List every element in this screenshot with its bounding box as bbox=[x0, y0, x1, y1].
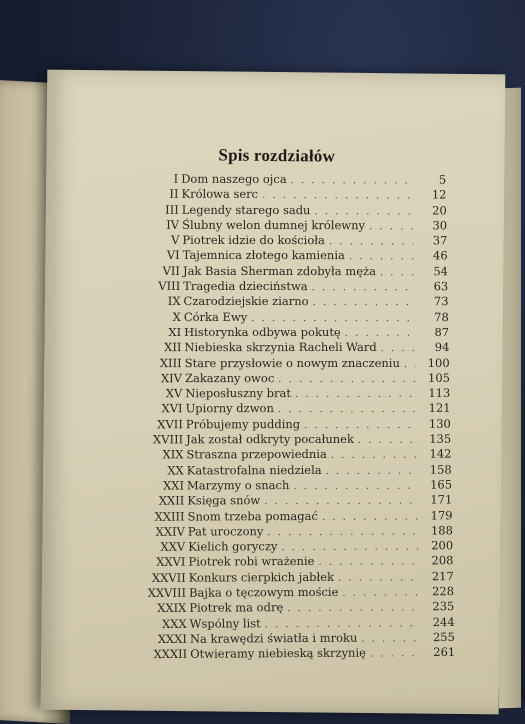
toc-entry bbox=[106, 171, 446, 187]
chapter-title: Historynka odbywa pokutę bbox=[184, 325, 341, 340]
page-number: 20 bbox=[432, 203, 447, 218]
chapter-title: Tragedia dzieciństwa bbox=[183, 279, 308, 294]
page-number: 54 bbox=[433, 264, 448, 279]
chapter-title: Stare przysłowie o nowym znaczeniu bbox=[184, 355, 400, 370]
chapter-number: XIV bbox=[160, 371, 182, 386]
page-number: 188 bbox=[430, 523, 453, 538]
chapter-title: Piotrek idzie do kościoła bbox=[182, 233, 325, 248]
chapter-title: Piotrek robi wrażenie bbox=[188, 554, 315, 570]
chapter-number: XXVIII bbox=[147, 585, 187, 600]
toc-entry bbox=[111, 401, 451, 417]
dot-leader bbox=[331, 448, 418, 464]
chapter-title: Jak został odkryty pocałunek bbox=[186, 431, 354, 447]
toc-entry bbox=[108, 264, 448, 280]
chapter-title: Niebieska skrzynia Racheli Ward bbox=[184, 340, 377, 355]
page-number: 261 bbox=[433, 645, 456, 660]
page-number: 87 bbox=[434, 325, 450, 340]
chapter-number: III bbox=[165, 202, 179, 217]
page-number: 142 bbox=[429, 446, 452, 462]
page-number: 12 bbox=[431, 187, 447, 202]
chapter-number: XIII bbox=[159, 355, 182, 370]
table-of-contents bbox=[101, 170, 456, 663]
chapter-title: Otwieramy niebieską skrzynię bbox=[190, 645, 366, 662]
chapter-title: Nieposłuszny brat bbox=[185, 386, 292, 401]
chapter-number: XXIV bbox=[155, 524, 185, 539]
chapter-title: Straszna przepowiednia bbox=[186, 447, 327, 462]
page-number: 217 bbox=[431, 568, 454, 584]
chapter-number: IX bbox=[167, 294, 181, 309]
toc-entry bbox=[114, 599, 454, 616]
chapter-title: Legendy starego sadu bbox=[181, 202, 311, 217]
page-number: 63 bbox=[433, 279, 449, 294]
chapter-number: XXXI bbox=[157, 631, 187, 646]
toc-entry bbox=[109, 294, 449, 310]
chapter-number: II bbox=[169, 186, 179, 202]
dot-leader bbox=[370, 646, 421, 662]
chapter-number: XI bbox=[168, 325, 182, 340]
chapter-title: Upiorny dzwon bbox=[185, 401, 274, 416]
chapter-title: Próbujemy pudding bbox=[185, 416, 301, 432]
page-number: 208 bbox=[431, 553, 454, 568]
page-number: 244 bbox=[432, 614, 455, 629]
page-number: 78 bbox=[434, 309, 449, 324]
chapter-title: Kielich goryczy bbox=[188, 539, 278, 554]
chapter-number: I bbox=[173, 171, 179, 186]
page-number: 235 bbox=[432, 599, 455, 614]
toc-entry bbox=[111, 416, 451, 432]
toc-entry bbox=[108, 279, 448, 295]
toc-entry bbox=[107, 202, 447, 218]
chapter-number: XIX bbox=[162, 447, 184, 462]
chapter-title: Konkurs cierpkich jabłek bbox=[188, 569, 335, 585]
chapter-title: Królowa serc bbox=[181, 187, 259, 202]
page-number: 179 bbox=[430, 507, 453, 523]
toc-entry bbox=[107, 233, 447, 249]
chapter-title: Zakazany owoc bbox=[184, 370, 275, 386]
chapter-number: X bbox=[172, 309, 181, 324]
chapter-number: XXII bbox=[158, 493, 185, 508]
chapter-number: XXIII bbox=[154, 509, 185, 524]
chapter-title: Bajka o tęczowym moście bbox=[189, 584, 339, 600]
chapter-title: Na krawędzi światła i mroku bbox=[189, 630, 358, 646]
page-number: 135 bbox=[429, 431, 452, 446]
chapter-number: XXIX bbox=[157, 601, 187, 616]
chapter-number: XXXII bbox=[153, 647, 188, 662]
chapter-title: Czarodziejskie ziarno bbox=[183, 294, 309, 309]
toc-entry bbox=[109, 310, 449, 325]
chapter-title: Córka Ewy bbox=[183, 309, 248, 324]
toc-entry bbox=[106, 187, 446, 203]
chapter-number: XXVI bbox=[156, 555, 186, 570]
page-number: 100 bbox=[427, 355, 450, 370]
page-number: 228 bbox=[432, 584, 455, 599]
dot-leader bbox=[278, 402, 417, 418]
page-number: 200 bbox=[431, 538, 454, 553]
page-number: 94 bbox=[434, 340, 450, 355]
dot-leader bbox=[262, 188, 412, 204]
toc-entry bbox=[110, 371, 450, 387]
chapter-number: XXX bbox=[162, 616, 187, 631]
toc-entry bbox=[109, 340, 449, 355]
chapter-number: XVIII bbox=[153, 432, 184, 447]
toc-entry bbox=[109, 325, 449, 340]
page-number: 165 bbox=[430, 477, 453, 492]
chapter-number: IV bbox=[166, 217, 180, 232]
book-page bbox=[41, 70, 506, 715]
chapter-title: Marzymy o snach bbox=[186, 478, 290, 493]
page-number: 113 bbox=[428, 385, 451, 401]
dot-leader bbox=[404, 357, 416, 372]
page-number: 37 bbox=[432, 233, 448, 248]
chapter-title: Snom trzeba pomagać bbox=[187, 508, 318, 524]
chapter-number: XX bbox=[167, 463, 184, 478]
dot-leader bbox=[304, 418, 417, 434]
page-number: 121 bbox=[428, 401, 451, 416]
toc-entry bbox=[112, 462, 452, 478]
page-number: 105 bbox=[428, 370, 450, 385]
page-number: 171 bbox=[430, 492, 453, 507]
toc-entry bbox=[111, 447, 451, 463]
chapter-title: Katastrofalna niedziela bbox=[186, 462, 322, 478]
toc-entry bbox=[112, 493, 452, 510]
toc-entry bbox=[113, 508, 453, 525]
chapter-title: Jak Basia Sherman zdobyła męża bbox=[182, 263, 376, 278]
chapter-number: XXV bbox=[160, 539, 186, 554]
page-number: 73 bbox=[433, 294, 449, 309]
toc-entry bbox=[113, 554, 453, 571]
chapter-title: Ślubny welon dumnej królewny bbox=[182, 217, 366, 233]
page-number: 46 bbox=[433, 248, 448, 263]
dot-leader bbox=[326, 463, 418, 479]
chapter-number: VI bbox=[166, 248, 180, 263]
chapter-number: XXI bbox=[163, 478, 185, 493]
dot-leader bbox=[318, 555, 419, 571]
chapter-number: V bbox=[171, 233, 180, 248]
toc-entry bbox=[112, 477, 452, 493]
chapter-title: Tajemnica złotego kamienia bbox=[182, 248, 345, 263]
dot-leader bbox=[251, 311, 415, 326]
page-number: 30 bbox=[432, 218, 448, 233]
chapter-number: XVI bbox=[161, 401, 183, 416]
dot-leader bbox=[322, 509, 419, 525]
chapter-title: Księga snów bbox=[187, 493, 261, 508]
page-number: 158 bbox=[429, 462, 452, 477]
chapter-title: Dom naszego ojca bbox=[181, 171, 287, 187]
chapter-title: Wspólny list bbox=[189, 615, 261, 631]
dot-leader bbox=[380, 265, 414, 280]
chapter-number: XII bbox=[164, 340, 182, 355]
chapter-title: Piotrek ma odrę bbox=[189, 600, 284, 616]
dot-leader bbox=[369, 219, 413, 234]
chapter-number: XV bbox=[165, 386, 183, 401]
dot-leader bbox=[314, 204, 412, 220]
dot-leader bbox=[264, 494, 418, 510]
toc-entry bbox=[115, 645, 455, 663]
dot-leader bbox=[381, 341, 416, 356]
toc-entry bbox=[111, 432, 451, 448]
toc-entry bbox=[113, 523, 453, 540]
chapter-number: VII bbox=[162, 263, 180, 278]
dot-leader bbox=[287, 601, 420, 617]
toc-entry bbox=[110, 386, 450, 402]
toc-entry bbox=[110, 356, 450, 372]
page-number: 130 bbox=[428, 416, 451, 431]
chapter-number: VIII bbox=[158, 279, 181, 294]
page-number: 255 bbox=[432, 629, 455, 645]
dot-leader bbox=[278, 372, 416, 387]
chapter-title: Pat uroczony bbox=[187, 524, 264, 539]
page-number: 5 bbox=[438, 172, 447, 187]
page-title: Spis rozdziałów bbox=[218, 145, 336, 166]
chapter-number: XVII bbox=[157, 417, 183, 432]
dot-leader bbox=[313, 295, 415, 310]
dot-leader bbox=[349, 250, 414, 265]
toc-entry bbox=[107, 218, 447, 234]
toc-entry bbox=[108, 248, 448, 264]
chapter-number: XXVII bbox=[151, 570, 186, 585]
